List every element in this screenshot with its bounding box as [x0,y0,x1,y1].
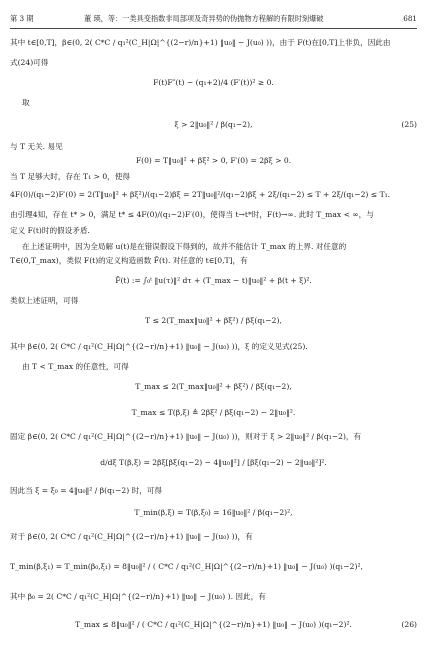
equation: F̄(t) := ∫₀ᵗ ‖u(τ)‖² dτ + (T_max − t)‖u₀‖² + β(t + ξ)². [115,276,312,285]
text-line: 对于 β∈(0, 2( C*C / q₁²(C_H|Ω|^{(2−r)/n}+1) ‖u₀‖ − J(u₀) ))，有 [10,532,253,541]
text-line: 固定 β∈(0, 2( C*C / q₁²(C_H|Ω|^{(2−r)/n}+1) ‖u₀‖ − J(u₀) ))，则对于 ξ > 2‖u₀‖² / β(q₁−2)，有 [10,432,362,441]
equation: d/dξ T(β,ξ) = 2βξ[βξ(q₁−2) − 4‖u₀‖²] / [βξ(q₁−2) − 2‖u₀‖²]². [100,458,327,467]
equation: 4F(0)/(q₁−2)F′(0) = 2(T‖u₀‖² + βξ²)/(q₁−2)βξ = 2T‖u₀‖²/(q₁−2)βξ + 2ξ/(q₁−2) ≤ T + 2ξ/(q₁−2) ≤ T₁. [10,190,391,199]
text-line: 取 [22,98,30,107]
issue-label: 第 3 期 [10,14,34,23]
equation-number: (26) [401,620,417,629]
text-line: 与 T 无关. 易见 [10,142,63,151]
text-line: 定义 F(t)时的假设矛盾. [10,226,90,235]
page-number: 681 [403,14,417,23]
text-line: 当 T 足够大时，存在 T₁ > 0，使得 [10,172,130,181]
equation: F(t)F″(t) − (q₁+2)/4 (F′(t))² ≥ 0. [153,78,274,87]
equation: T_min(β,ξ₁) = T_min(β₀,ξ₁) = 8‖u₀‖² / ( C*C / q₁²(C_H|Ω|^{(2−r)/n}+1) ‖u₀‖ − J(u₀) )(q₁−2)², [10,562,363,571]
equation: F(0) = T‖u₀‖² + βξ² > 0, F′(0) = 2βξ > 0. [135,156,292,165]
header-title: 董 瑛，等：一类具变指数非局部项及奇异势的伪抛物方程解的有限时刻爆破 [84,14,324,23]
equation: T_max ≤ 8‖u₀‖² / ( C*C / q₁²(C_H|Ω|^{(2−r)/n}+1) ‖u₀‖ − J(u₀) )(q₁−2)². [75,620,352,629]
equation: T ≤ 2(T_max‖u₀‖² + βξ²) / βξ(q₁−2), [145,316,282,325]
text-line: 因此当 ξ = ξ₀ = 4‖u₀‖² / β(q₁−2) 时，可得 [10,486,162,495]
text-line: 在上述证明中，因为全局解 u(t)是在错误假设下得到的，故并不能估计 T_max 的上界. 对任意的 [22,242,347,251]
text-line: 由 T < T_max 的任意性，可得 [22,362,129,371]
text-line: 类似上述证明，可得 [10,296,79,305]
text-line: 其中 t∈[0,T]，β∈(0, 2( C*C / q₁²(C_H|Ω|^{(2−r)/n}+1) ‖u₀‖ − J(u₀) ))，由于 F(t)在[0,T]上非负，因此由 [10,38,391,47]
header-rule [10,28,417,29]
text-line: T∈(0,T_max)，类似 F(t)的定义构造函数 F̄(t). 对任意的 t∈[0,T]，有 [10,256,248,265]
text-line: 其中 β₀ = 2( C*C / q₁²(C_H|Ω|^{(2−r)/n}+1) ‖u₀‖ − J(u₀) ). 因此，有 [10,592,266,601]
text-line: 由引理4知，存在 t* > 0，满足 t* ≤ 4F(0)/(q₁−2)F′(0)，使得当 t→t*时，F(t)→∞. 此时 T_max < ∞，与 [10,210,374,219]
text-line: 其中 β∈(0, 2( C*C / q₁²(C_H|Ω|^{(2−r)/n}+1) ‖u₀‖ − J(u₀) ))，ξ 的定义见式(25). [10,342,308,351]
equation: ξ > 2‖u₀‖² / β(q₁−2), [174,120,253,129]
equation-number: (25) [401,120,417,129]
equation: T_max ≤ T(β,ξ) ≜ 2βξ² / βξ(q₁−2) − 2‖u₀‖². [131,408,296,417]
text-line: 式(24)可得 [10,58,49,67]
equation: T_max ≤ 2(T_max‖u₀‖² + βξ²) / βξ(q₁−2), [135,382,292,391]
running-header [10,14,417,26]
equation: T_min(β,ξ) = T(β,ξ₀) = 16‖u₀‖² / β(q₁−2)², [134,508,293,517]
